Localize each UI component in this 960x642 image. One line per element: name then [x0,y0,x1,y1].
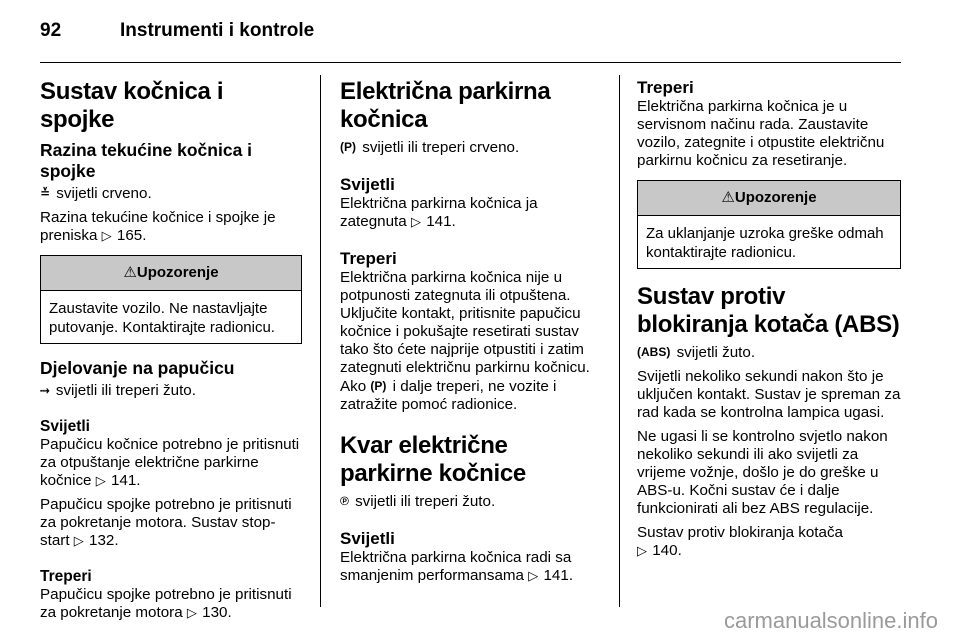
page-ref-icon: ▷ [73,533,84,548]
brake-fluid-icon: ≚ [40,186,51,200]
heading-fluid-level: Razina tekućine kočnica i spojke [40,140,253,181]
section-title-parking-brake: Električna parkirna kočnica [340,78,551,133]
warning-icon: ⚠ [721,189,735,206]
pedal-treperi-text: Papučicu spojke potrebno je pritisnuti za pokretanje motora ▷ 130. [40,586,292,621]
page-ref-link[interactable]: 141. [426,213,456,230]
abs-text-1: Svijetli nekoliko sekundi nakon što je uključen kontakt. Sustav je spreman za rad kada se kontrolna lampica ugasi. [637,368,901,421]
pedal-lamp-line: ⤑ svijetli ili treperi žuto. [40,382,196,399]
page-ref-link[interactable]: 130. [202,604,232,621]
parking-brake-icon: (P) [340,140,356,154]
pedal-svijetli-text: Papučicu kočnice potrebno je pritisnuti za otpuštanje električne parkirne kočnice ▷ 141. [40,436,300,489]
page-ref-link[interactable]: 141. [543,567,574,584]
page-ref-icon: ▷ [410,214,421,229]
page-ref-link[interactable]: 140. [652,542,682,559]
column-2 [340,78,602,591]
watermark: carmanualsonline.info [723,608,938,633]
warning-icon: ⚠ [123,264,137,281]
page-header [40,20,920,60]
heading-treperi-3: Treperi [637,78,694,97]
heading-svijetli-3: Svijetli [340,529,395,548]
abs-text-2: Ne ugasi li se kontrolno svjetlo nakon nekoliko sekundi ili ako svijetli za vrijeme vožnje, došlo je do greške u ABS-u. Kočni sustav će i dalje funkcionirati ali bez ABS regulacije. [637,428,888,517]
page-ref-icon: ▷ [101,228,112,243]
fluid-lamp-line: ≚ svijetli crveno. [40,185,152,202]
abs-icon: (ABS) [637,345,671,359]
pedal-icon: ⤑ [40,383,50,397]
warning-box-1 [40,255,302,344]
fault-svijetli-text: Električna parkirna kočnica radi sa smanjenim performansama ▷ 141. [340,549,574,584]
column-divider-left [320,75,321,607]
page-ref-link[interactable]: 141. [110,472,141,489]
column-divider-right [619,75,620,607]
warning-box-2 [637,180,901,269]
section-title-abs: Sustav protiv blokiranja kotača (ABS) [637,283,900,338]
column-1 [40,78,302,628]
fluid-text: Razina tekućine kočnice i spojke je preniska ▷ 165. [40,209,276,244]
heading-svijetli-2: Svijetli [340,175,395,194]
service-mode-text: Električna parkirna kočnica je u servisnom načinu rada. Zaustavite vozilo, zategnite i otpustite električnu parkirnu kočnicu za resetiranje. [637,98,885,169]
page-ref-icon: ▷ [637,543,647,558]
parking-brake-icon: (P) [370,379,387,393]
page-ref-icon: ▷ [528,568,539,583]
parking-treperi-text: Električna parkirna kočnica nije u potpunosti zategnuta ili otpuštena. Uključite kontakt, pritisnite papučicu kočnice i pokušajte resetirati sustav tako što ćete najprije otpustiti i zatim zategnuti električnu parkirnu kočnicu. Ako (P) i dalje treperi, ne vozite i zatražite pomoć radionice. [340,269,590,413]
abs-lamp-line: (ABS) svijetli žuto. [637,344,756,361]
page-number: 92 [40,20,62,41]
page-ref-link[interactable]: 132. [89,532,119,549]
warning-title: Upozorenje [136,264,219,281]
page-ref-icon: ▷ [95,473,106,488]
fault-lamp-line: ℗ svijetli ili treperi žuto. [340,493,496,510]
page-ref-link[interactable]: 165. [116,227,147,244]
parking-lamp-line: (P) svijetli ili treperi crveno. [340,139,520,156]
section-title-brakes-clutch: Sustav kočnica i spojke [40,78,224,133]
heading-pedal: Djelovanje na papučicu [40,358,235,378]
page-ref-icon: ▷ [186,605,197,620]
header-divider [40,62,901,63]
warning-text: Zaustavite vozilo. Ne nastavljajte putovanje. Kontaktirajte radionicu. [49,300,275,336]
heading-treperi-2: Treperi [340,249,397,268]
running-title: Instrumenti i kontrole [120,20,315,41]
parking-svijetli-text: Električna parkirna kočnica ja zategnuta ▷ 141. [340,195,538,230]
warning-title: Upozorenje [734,189,817,206]
section-title-parking-fault: Kvar električne parkirne kočnice [340,432,526,487]
warning-text: Za uklanjanje uzroka greške odmah kontaktirajte radionicu. [646,225,884,261]
parking-fault-icon: ℗ [340,494,349,508]
heading-treperi-1: Treperi [40,568,92,585]
heading-svijetli-1: Svijetli [40,418,90,435]
abs-text-3: Sustav protiv blokiranja kotača ▷ 140. [637,524,843,559]
column-3 [637,78,901,566]
pedal-clutch-text: Papučicu spojke potrebno je pritisnuti za pokretanje motora. Sustav stop-start ▷ 132. [40,496,292,549]
